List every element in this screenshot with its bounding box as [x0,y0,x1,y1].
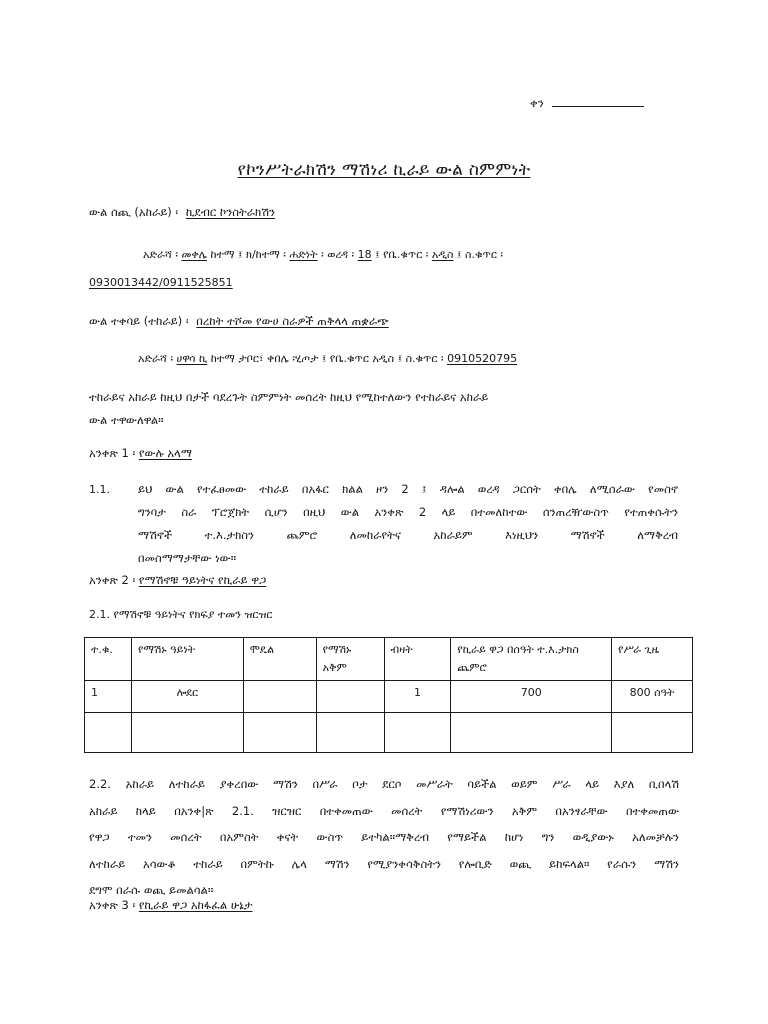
table-header-row [85,638,693,681]
lessor-city-label: ከተማ ፤ ክ/ከተማ ፡ [210,248,286,261]
table-cell: ሎደር [131,681,243,713]
article-2-heading [89,573,266,588]
lessor-phone: 0930013442/0911525851 [89,276,233,289]
clause-line: ይህ ውል የተፈፀመው ተከራይ በአፋር ክልል ዞን 2 ፤ ዳሎል ወረዳ ጋርሰት ቀበሌ ለሚሰራው የመስኖ [138,482,678,496]
table-header-cell: የኪራይ ዋጋ በሰዓት ተ.እ.ታክስ ጨምሮ [451,638,612,681]
table-header-cell: ሞዴል [243,638,316,681]
lessor-woreda-label: ፡ ወረዳ ፡ [321,248,355,261]
clause-line: ግንባታ ስራ ፕሮጀክት ሲሆን በዚህ ውል አንቀጽ 2 ላይ በተመለከተው ሰንጠረዥውስጥ የተጠቀሱትን [138,505,678,519]
lessor-address-label: አድራሻ ፡ [143,248,178,261]
lessee-address [138,352,517,366]
machinery-table [84,637,693,753]
lessor-name: ኪደብር ኮንስትራክሽን [185,205,276,219]
clause-1-1-number: 1.1. [89,483,110,496]
table-row [85,713,693,753]
table-header-cell: የሥራ ጊዜ [612,638,693,681]
lessor-subcity: ሐድነት [289,248,318,261]
clause-1-1-text [138,478,678,570]
table-cell [384,713,451,753]
document-title: የኮንሥትራክሽን ማሽነሪ ኪራይ ውል ስምምነት [237,160,531,180]
table-cell [316,681,384,713]
lessor-label: ውል ሰጪ (አከራይ) ፡ [89,205,179,219]
article-2-label: አንቀጽ 2 ፡ [89,573,136,587]
clause-line: ለተከራይ አሳውቆ ተከራይ በምትኩ ሌላ ማሽን የሚያንቀሳቅስትን የሎቢድ ወጪ ይከፍላል። የራሱን ማሽን [89,856,679,871]
lessee-phone: 0910520795 [447,352,518,365]
date-label: ቀን [530,96,544,110]
table-cell [131,713,243,753]
article-3-label: አንቀጽ 3 ፡ [89,898,136,912]
article-1-label: አንቀጽ 1 ፡ [89,446,136,460]
lessor-line [89,205,275,220]
intro-line: ውል ተዋውለዋል። [89,413,164,427]
lessee-name: በረከት ተሾመ የውሀ ስራዎች ጠቅላላ ጠቋራጭ [196,314,389,328]
table-cell [451,713,612,753]
lessor-address [143,248,503,262]
lessor-woreda: 18 [357,248,372,261]
table-cell: 1 [384,681,451,713]
clause-line: አከራይ ከላይ በአንቀ|ጽ 2.1. ዝርዝር በተቀመጠው መሰረት የማሽነሪውን አቅም በአንፃራቸው በተቀመጠው [89,803,679,818]
intro-paragraph [89,386,629,432]
table-cell [243,681,316,713]
clause-line: ደግሞ በራሱ ወጪ ይመልሳል። [89,883,214,897]
clause-2-2-text [89,771,679,904]
table-cell [612,713,693,753]
date-field [530,96,644,111]
article-2-title: የማሽኖቹ ዓይነትና የኪራይ ዋጋ [138,573,267,587]
table-header-cell: የማሽኑ ዓይነት [131,638,243,681]
table-cell [243,713,316,753]
clause-line: ማሽኖች ተ.እ.ታክስን ጨምሮ ለመከራየትና አከራይም እነዚህን ማሽኖች ለማቅረብ [138,528,678,542]
clause-line: የዋጋ ተመን መሰረት በአምስት ቀናት ውስጥ ይተካል።ማቅረብ የማይችል ከሆነ ግን ወዲያውኑ አለመቻሉን [89,830,679,844]
table-cell: 1 [85,681,132,713]
table-header-cell: የማሽኑ አቅም [316,638,384,681]
table-row [85,681,693,713]
intro-line: ተከራይና አከራይ ከዚህ በታች ባደረጉት ስምምነት መሰረት ከዚህ የሚከተለውን የተከራይና አከራይ [89,390,489,404]
article-3-title: የኪራይ ዋጋ አከፋፈል ሁኔታ [138,898,253,912]
date-blank-line [552,96,644,107]
lessor-house: አዲስ [431,248,454,261]
table-cell: 800 ሰዓት [612,681,693,713]
table-cell [316,713,384,753]
table-cell: 700 [451,681,612,713]
lessee-address-label: አድራሻ ፡ [138,352,173,365]
lessee-city: ሀዋሳ ኪ [176,352,208,365]
lessor-phone-label: ፤ ስ.ቁጥር ፡ [457,248,504,261]
clause-line: 2.2. አከራይ ለተከራይ ያቀረበው ማሽን በሥራ ቦታ ደርሶ መሥራት ባይችል ወይም ሥራ ላይ እያለ ቢበላሽ [89,777,679,791]
lessee-label: ውል ተቀባይ (ተከራይ) ፡ [89,314,189,328]
article-3-heading [89,898,252,913]
table-header-cell: ብዛት [384,638,451,681]
article-1-heading [89,446,192,461]
article-1-title: የውሉ አላማ [138,446,192,460]
lessor-city: መቀሌ [181,248,207,261]
subsection-2-1-title: 2.1. የማሽኖቹ ዓይነትና የክፍያ ተመን ዝርዝር [89,608,273,621]
lessee-address-rest: ከተማ ታቦር፣ ቀበሌ ፡ሂጦታ ፤ የቤ.ቁጥር አዲስ ፤ ስ.ቁጥር ፡ [210,352,444,365]
table-header-cell: ተ.ቁ. [85,638,132,681]
lessor-house-label: ፤ የቤ.ቁጥር ፡ [375,248,429,261]
lessee-line [89,314,389,329]
table-cell [85,713,132,753]
clause-line: በመስማማታቸው ነው። [138,551,237,565]
